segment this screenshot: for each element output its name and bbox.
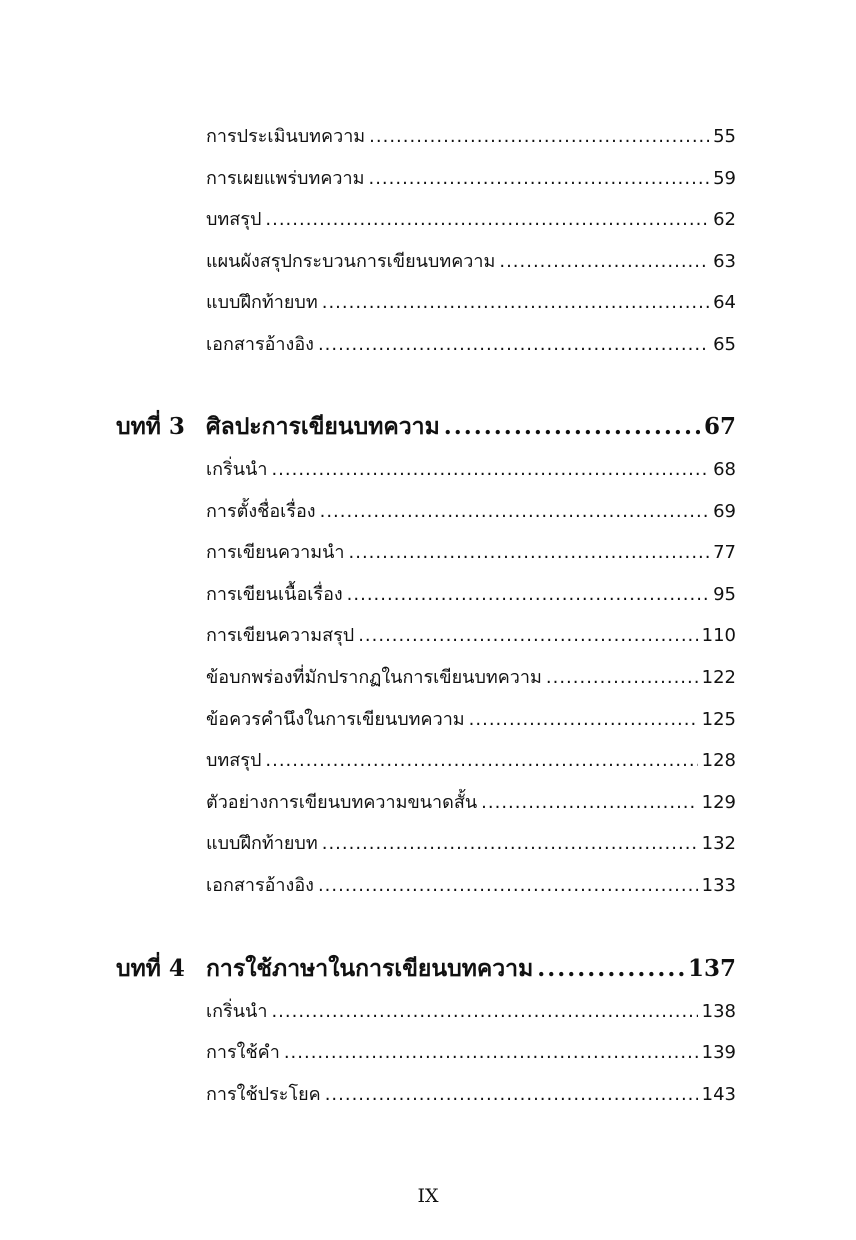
toc-entry-page: 77 <box>713 542 736 563</box>
toc-entry-page: 59 <box>713 168 736 189</box>
toc-entry-title: แบบฝึกท้ายบท <box>206 292 318 313</box>
toc-entry <box>206 457 736 483</box>
toc-entry-title: การใช้ประโยค <box>206 1084 321 1105</box>
toc-entry-page: 125 <box>701 709 736 730</box>
toc-entry-page: 129 <box>701 792 736 813</box>
toc-entry-title: เกริ่นนำ <box>206 459 268 480</box>
toc-entry <box>206 499 736 525</box>
toc-leader-dots <box>347 582 709 608</box>
toc-entry-title: ข้อควรคำนึงในการเขียนบทความ <box>206 709 465 730</box>
chapter-label: บทที่ 4 <box>116 955 185 982</box>
toc-entry <box>206 207 736 233</box>
toc-entry-page: 95 <box>713 584 736 605</box>
toc-leader-dots <box>265 207 709 233</box>
toc-entry-page: 128 <box>701 750 736 771</box>
toc-entry <box>206 999 736 1025</box>
toc-entry-title: แผนผังสรุปกระบวนการเขียนบทความ <box>206 251 496 272</box>
toc-entry-title: การเขียนความสรุป <box>206 625 355 646</box>
toc-entry-page: 138 <box>701 1001 736 1022</box>
toc-leader-dots <box>322 831 698 857</box>
toc-entry <box>206 582 736 608</box>
toc-entry <box>206 124 736 150</box>
chapter-title: การใช้ภาษาในการเขียนบทความ <box>206 955 534 982</box>
toc-entry <box>206 748 736 774</box>
toc-entry-title: เอกสารอ้างอิง <box>206 875 314 896</box>
toc-entry-title: การเขียนเนื้อเรื่อง <box>206 584 343 605</box>
toc-entry-page: 69 <box>713 501 736 522</box>
toc-entry-title: การเขียนความนำ <box>206 542 345 563</box>
toc-leader-dots <box>369 124 709 150</box>
toc-entry-page: 68 <box>713 459 736 480</box>
toc-entry-page: 143 <box>701 1084 736 1105</box>
toc-entry-title: การประเมินบทความ <box>206 126 366 147</box>
toc-entry <box>206 249 736 275</box>
toc-leader-dots <box>265 748 697 774</box>
toc-entry <box>206 707 736 733</box>
toc-entry-page: 139 <box>701 1042 736 1063</box>
toc-leader-dots <box>546 665 698 691</box>
toc-entry <box>206 540 736 566</box>
toc-leader-dots <box>318 332 709 358</box>
toc-entry-title: เอกสารอ้างอิง <box>206 334 314 355</box>
toc-entry <box>206 623 736 649</box>
toc-entry-page: 65 <box>713 334 736 355</box>
toc-entry <box>206 332 736 358</box>
chapter-title: ศิลปะการเขียนบทความ <box>206 413 440 440</box>
toc-entry-page: 62 <box>713 209 736 230</box>
toc-leader-dots <box>318 873 698 899</box>
toc-entry-page: 122 <box>701 667 736 688</box>
toc-leader-dots <box>499 249 709 275</box>
chapter-label: บทที่ 3 <box>116 413 185 440</box>
toc-leader-dots <box>271 457 709 483</box>
chapter-page: 137 <box>687 955 736 982</box>
toc-chapter-4 <box>116 953 736 985</box>
toc-entry-title: การเผยแพร่บทความ <box>206 168 365 189</box>
toc-entry <box>206 1040 736 1066</box>
toc-entry-title: บทสรุป <box>206 750 262 771</box>
toc-entry <box>206 1082 736 1108</box>
toc-leader-dots <box>444 411 700 443</box>
toc-entry-title: เกริ่นนำ <box>206 1001 268 1022</box>
chapter-page: 67 <box>703 413 736 440</box>
toc-entry <box>206 873 736 899</box>
toc-entry-title: ตัวอย่างการเขียนบทความขนาดสั้น <box>206 792 478 813</box>
toc-leader-dots <box>320 499 709 525</box>
toc-entry <box>206 166 736 192</box>
page-number: IX <box>417 1185 439 1207</box>
toc-leader-dots <box>284 1040 698 1066</box>
toc-entry-title: บทสรุป <box>206 209 262 230</box>
toc-entry <box>206 790 736 816</box>
toc-leader-dots <box>358 623 697 649</box>
toc-entry-page: 63 <box>713 251 736 272</box>
toc-entry-title: การใช้คำ <box>206 1042 280 1063</box>
toc-leader-dots <box>368 166 709 192</box>
toc-entry-page: 55 <box>713 126 736 147</box>
toc-leader-dots <box>537 953 684 985</box>
toc-chapter-3 <box>116 411 736 443</box>
toc-entry-title: การตั้งชื่อเรื่อง <box>206 501 316 522</box>
toc-leader-dots <box>325 1082 698 1108</box>
toc-entry <box>206 831 736 857</box>
toc-entry <box>206 665 736 691</box>
toc-entry-title: แบบฝึกท้ายบท <box>206 833 318 854</box>
toc-entry-title: ข้อบกพร่องที่มักปรากฏในการเขียนบทความ <box>206 667 542 688</box>
toc-leader-dots <box>469 707 698 733</box>
toc-leader-dots <box>322 290 709 316</box>
toc-entry <box>206 290 736 316</box>
toc-entry-page: 132 <box>701 833 736 854</box>
toc-leader-dots <box>481 790 697 816</box>
toc-leader-dots <box>271 999 697 1025</box>
toc-leader-dots <box>349 540 710 566</box>
toc-entry-page: 64 <box>713 292 736 313</box>
toc-entry-page: 133 <box>701 875 736 896</box>
toc-entry-page: 110 <box>701 625 736 646</box>
